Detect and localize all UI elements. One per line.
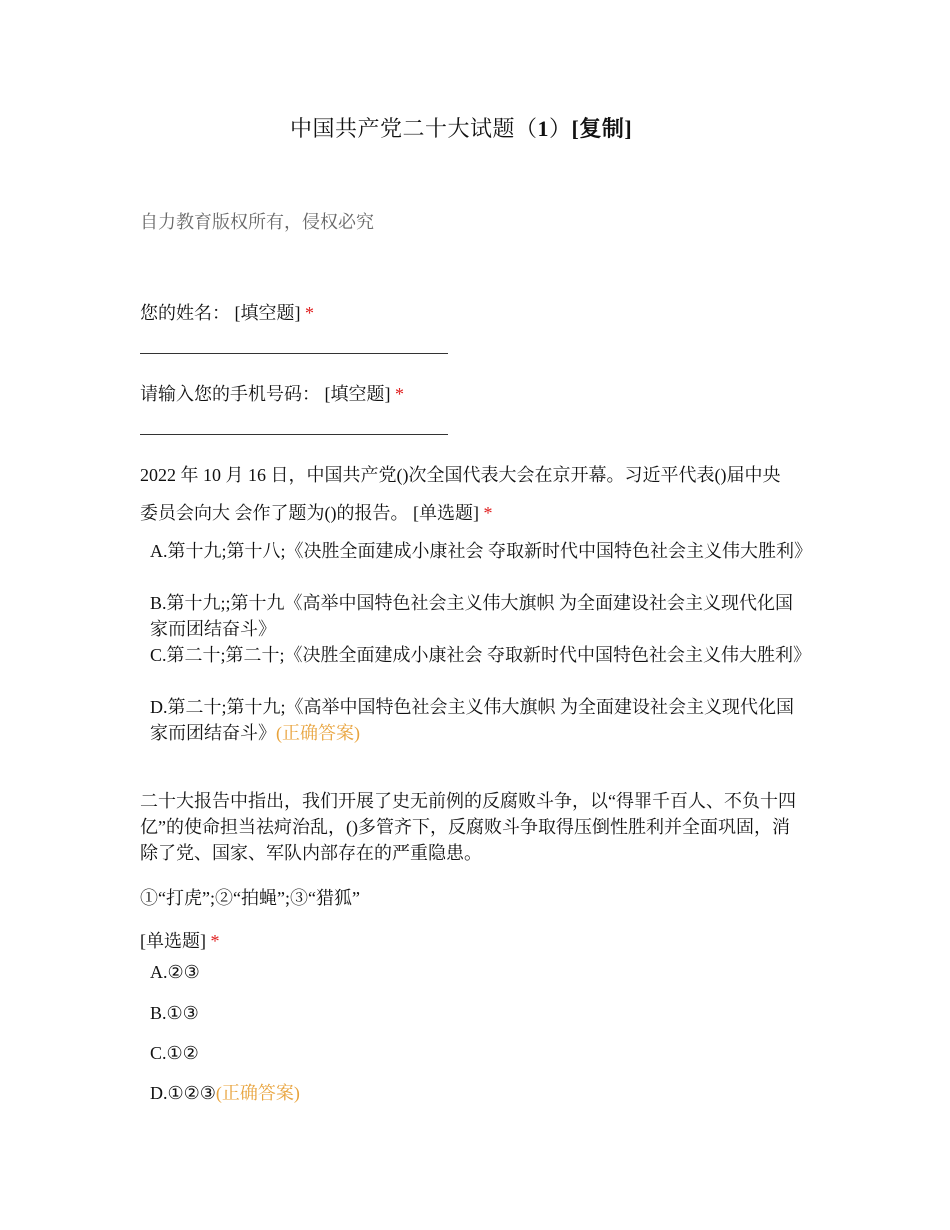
page-title	[290, 112, 632, 143]
name-answer-line[interactable]	[140, 353, 448, 354]
option-text: C.第二十;第二十;《决胜全面建成小康社会 夺取新时代中国特色社会主义伟大胜利》	[150, 645, 812, 665]
required-mark: *	[210, 931, 220, 951]
required-mark: *	[305, 303, 314, 323]
question-type: [单选题]	[413, 503, 479, 523]
name-label: 您的姓名：	[140, 303, 230, 323]
required-mark: *	[395, 384, 404, 404]
option-text: D.①②③	[150, 1083, 216, 1103]
name-question	[140, 299, 314, 325]
question-type: [填空题]	[324, 384, 391, 404]
q1-text-line2	[140, 499, 493, 525]
q2-type-line	[140, 927, 220, 953]
option-text: C.①②	[150, 1043, 199, 1063]
phone-label: 请输入您的手机号码：	[140, 384, 320, 404]
correct-answer-note: (正确答案)	[215, 1083, 300, 1103]
copy-tag: [复制]	[571, 116, 633, 141]
title-text: 中国共产党二十大试题（	[290, 116, 538, 141]
phone-answer-line[interactable]	[140, 434, 448, 435]
q1-option-d[interactable]	[150, 694, 805, 746]
copyright-notice: 自力教育版权所有，侵权必究	[140, 212, 374, 233]
option-text: B.第十九;;第十九《高举中国特色社会主义伟大旗帜 为全面建设社会主义现代化国家而团结奋斗》	[150, 593, 794, 639]
q2-option-c[interactable]	[150, 1040, 805, 1066]
q1-text-line1: 2022 年 10 月 16 日，中国共产党()次全国代表大会在京开幕。习近平代表()届中央	[140, 465, 781, 485]
option-text: D.第二十;第十九;《高举中国特色社会主义伟大旗帜 为全面建设社会主义现代化国家而团结奋斗》	[150, 697, 794, 743]
title-number: 1	[537, 116, 550, 141]
q2-option-b[interactable]	[150, 1000, 805, 1026]
option-text: B.①③	[150, 1003, 199, 1023]
option-text: A.②③	[150, 962, 200, 982]
required-mark: *	[483, 503, 493, 523]
question-type: [填空题]	[234, 303, 301, 323]
question-type: [单选题]	[140, 931, 206, 951]
title-text-end: ）	[549, 116, 572, 141]
q1-option-c[interactable]	[150, 642, 812, 668]
q1-option-b[interactable]	[150, 590, 805, 642]
q2-option-a[interactable]	[150, 959, 805, 985]
q2-option-d[interactable]	[150, 1080, 805, 1106]
phone-question	[140, 380, 404, 406]
q1-option-a[interactable]	[150, 538, 812, 564]
correct-answer-note: (正确答案)	[276, 723, 360, 743]
q2-text: 二十大报告中指出，我们开展了史无前例的反腐败斗争，以“得罪千百人、不负十四亿”的使命担当祛疴治乱，()多管齐下，反腐败斗争取得压倒性胜利并全面巩固，消除了党、国家、军队内部存在的严重隐患。	[140, 791, 796, 863]
option-text: A.第十九;第十八;《决胜全面建成小康社会 夺取新时代中国特色社会主义伟大胜利》	[150, 541, 812, 561]
q2-items: ①“打虎”;②“拍蝇”;③“猎狐”	[140, 888, 360, 908]
q1-text: 委员会向大 会作了题为()的报告。	[140, 503, 409, 523]
